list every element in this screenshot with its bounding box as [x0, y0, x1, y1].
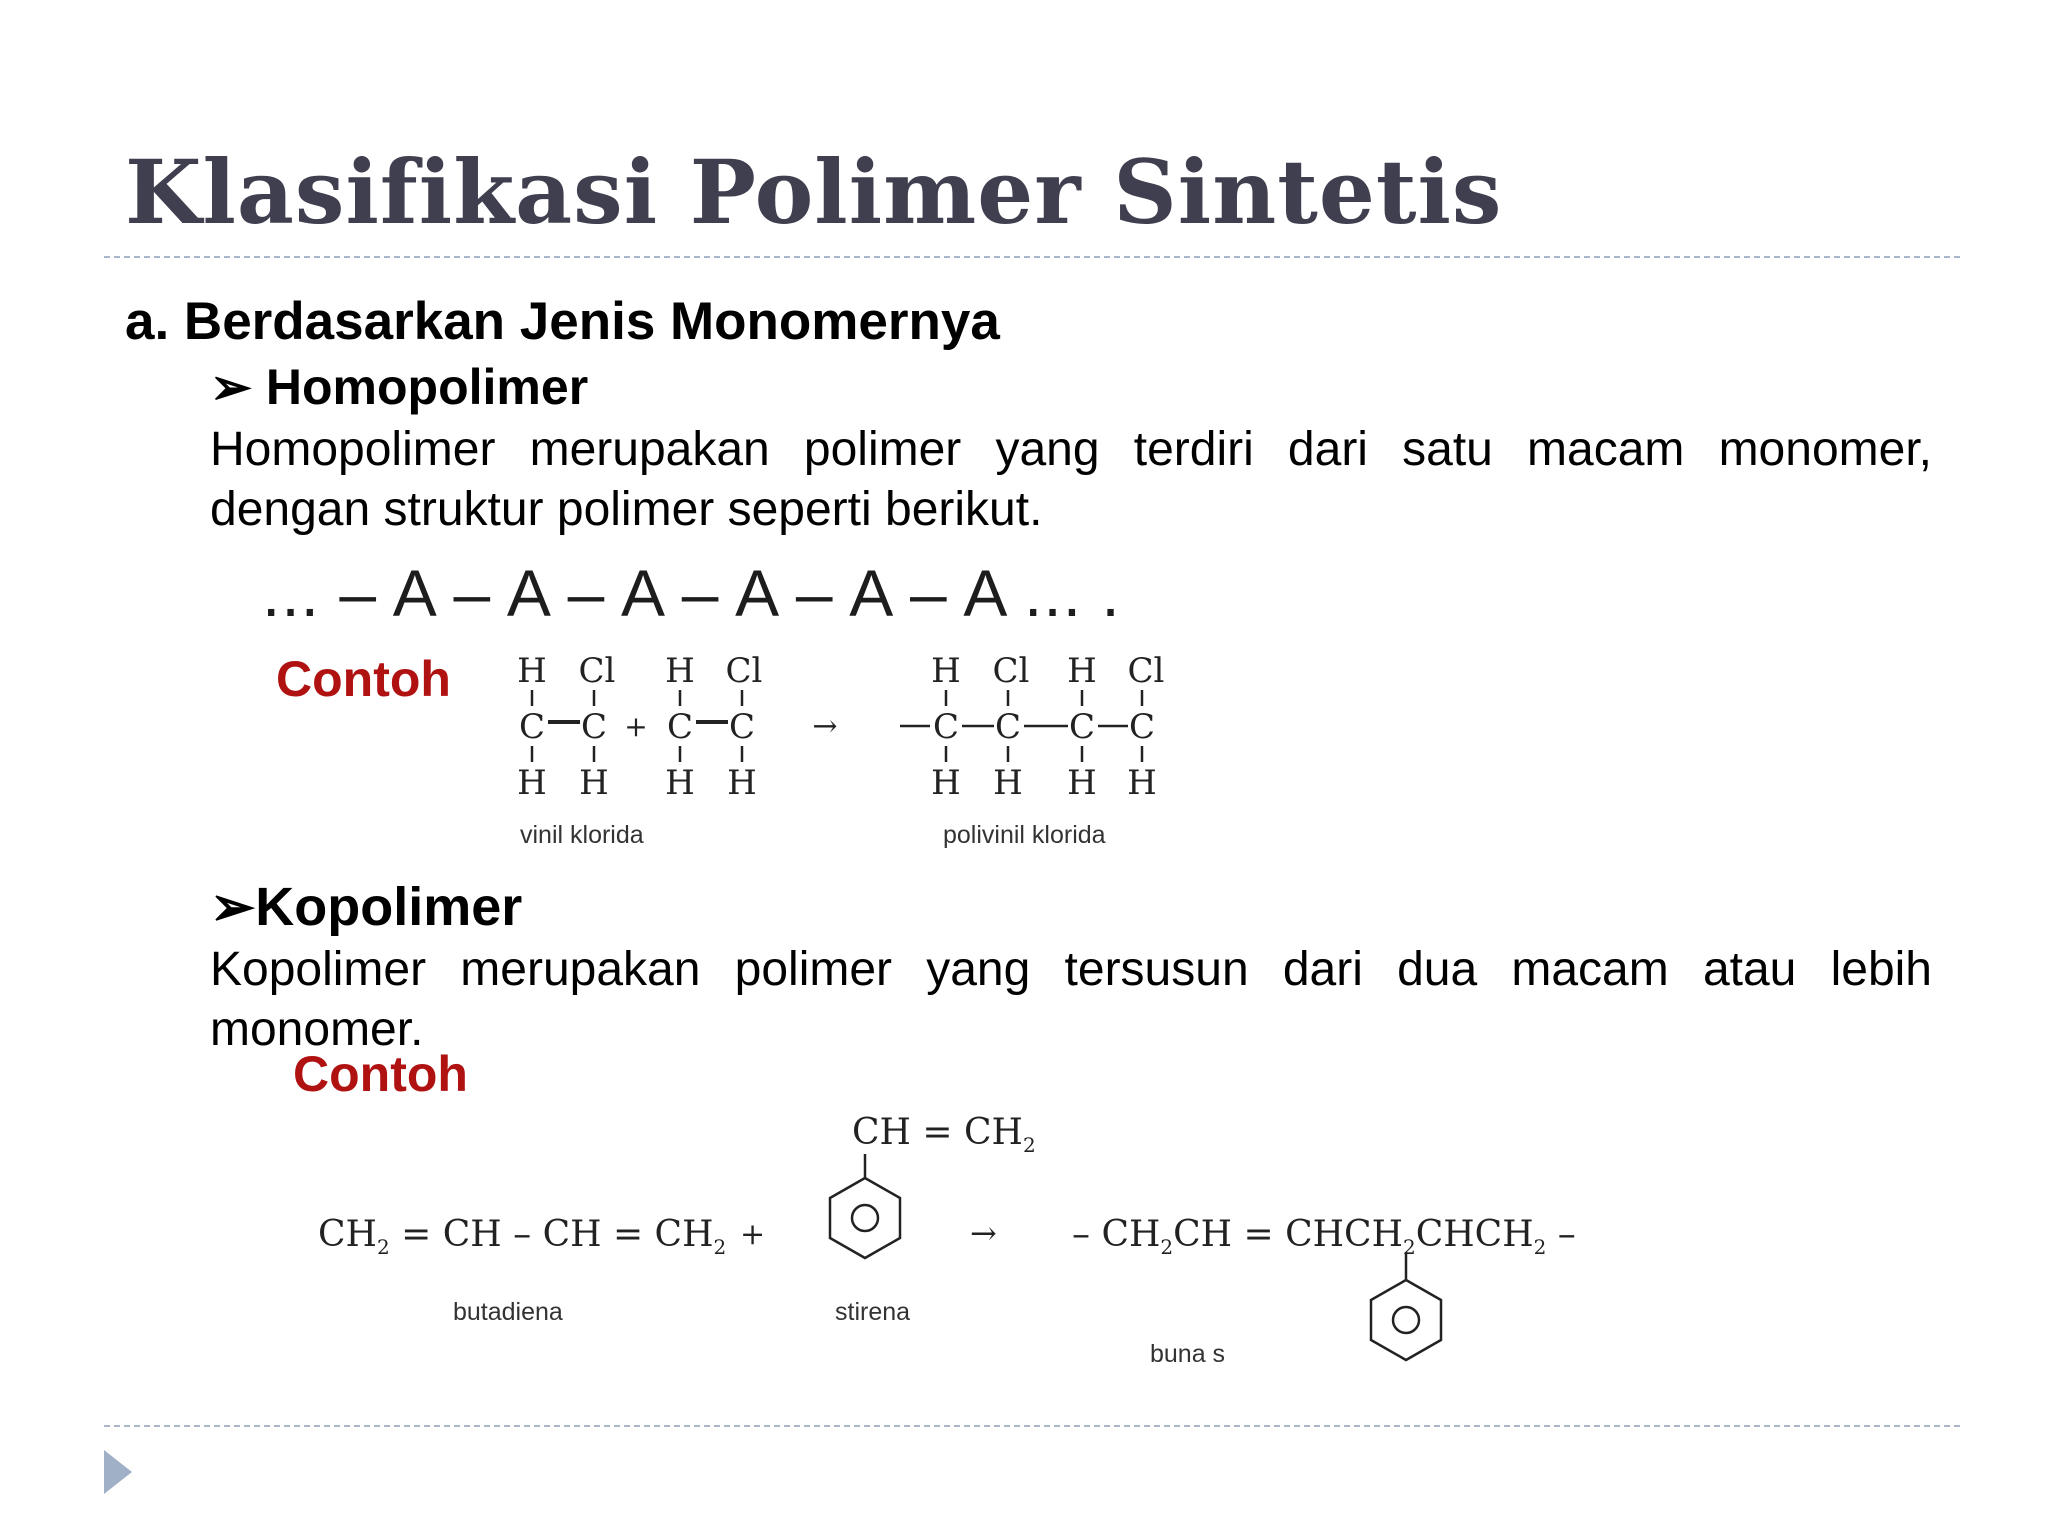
bullet-arrow-icon: ➢: [210, 877, 256, 937]
svg-text:H: H: [931, 763, 961, 803]
svg-text:Cl: Cl: [725, 651, 763, 691]
caption-butadiena: butadiena: [453, 1298, 563, 1326]
svg-text:+: +: [740, 1217, 766, 1252]
svg-text:C: C: [1128, 707, 1156, 747]
svg-text:C: C: [728, 707, 756, 747]
svg-text:H: H: [931, 651, 961, 691]
pvc-reaction-diagram: [500, 640, 1200, 860]
contoh-label-homopolimer: Contoh: [276, 651, 451, 707]
svg-text:H: H: [993, 763, 1023, 803]
contoh-label-kopolimer: Contoh: [293, 1046, 468, 1102]
homopolimer-description: Homopolimer merupakan polimer yang terdiri dari satu macam monomer, dengan struktur polimer seperti berikut.: [210, 423, 1932, 536]
svg-text:H: H: [517, 763, 547, 803]
svg-text:→: →: [970, 1214, 997, 1252]
caption-stirena: stirena: [835, 1298, 911, 1326]
section-heading: a. Berdasarkan Jenis Monomernya: [125, 292, 1000, 351]
svg-text:– CH2CH = CHCH2CHCH2 –: – $CH_2CH$ = $CHCH_2CHCH_2$ –: [1072, 1214, 1576, 1259]
caption-vinil-klorida: vinil klorida: [520, 821, 644, 849]
svg-text:H: H: [579, 763, 609, 803]
homopolimer-heading-label: Homopolimer: [265, 359, 589, 415]
benzene-ring-icon: [830, 1154, 900, 1258]
triangle-right-icon[interactable]: [104, 1450, 132, 1494]
homopolymer-chain: ... – A – A – A – A – A – A ... .: [262, 556, 1121, 630]
title-divider: [104, 256, 1960, 258]
svg-text:H: H: [1067, 651, 1097, 691]
svg-text:Cl: Cl: [578, 651, 616, 691]
slide-title: Klasifikasi Polimer Sintetis: [125, 140, 1503, 244]
svg-text:H: H: [1127, 763, 1157, 803]
svg-text:Cl: Cl: [1127, 651, 1165, 691]
svg-text:CH2 = CH – CH = CH2: $CH_2$ = CH – CH = $CH_2$: [318, 1214, 727, 1259]
svg-text:C: C: [994, 707, 1022, 747]
svg-text:H: H: [517, 651, 547, 691]
svg-text:H: H: [1067, 763, 1097, 803]
kopolimer-description: Kopolimer merupakan polimer yang tersusun dari dua macam atau lebih monomer.: [210, 943, 1932, 1056]
svg-text:→: →: [812, 709, 838, 744]
svg-text:H: H: [665, 763, 695, 803]
svg-text:CH = CH2: CH = $CH_2$: [852, 1112, 1036, 1157]
benzene-ring-icon: [1371, 1252, 1441, 1360]
svg-text:C: C: [518, 707, 546, 747]
svg-text:H: H: [665, 651, 695, 691]
caption-buna-s: buna s: [1150, 1340, 1226, 1368]
svg-text:C: C: [580, 707, 608, 747]
svg-text:C: C: [666, 707, 694, 747]
svg-text:C: C: [1068, 707, 1096, 747]
footer-divider: [104, 1425, 1960, 1427]
svg-text:H: H: [727, 763, 757, 803]
svg-text:+: +: [624, 710, 648, 743]
homopolimer-heading: [210, 358, 588, 416]
bullet-arrow-icon: ➢: [210, 359, 252, 415]
kopolimer-heading: [210, 875, 522, 938]
caption-polivinil-klorida: polivinil klorida: [943, 821, 1106, 849]
buna-s-reaction-diagram: [300, 1100, 1600, 1400]
svg-text:C: C: [932, 707, 960, 747]
svg-text:Cl: Cl: [992, 651, 1030, 691]
kopolimer-heading-label: Kopolimer: [255, 877, 523, 937]
